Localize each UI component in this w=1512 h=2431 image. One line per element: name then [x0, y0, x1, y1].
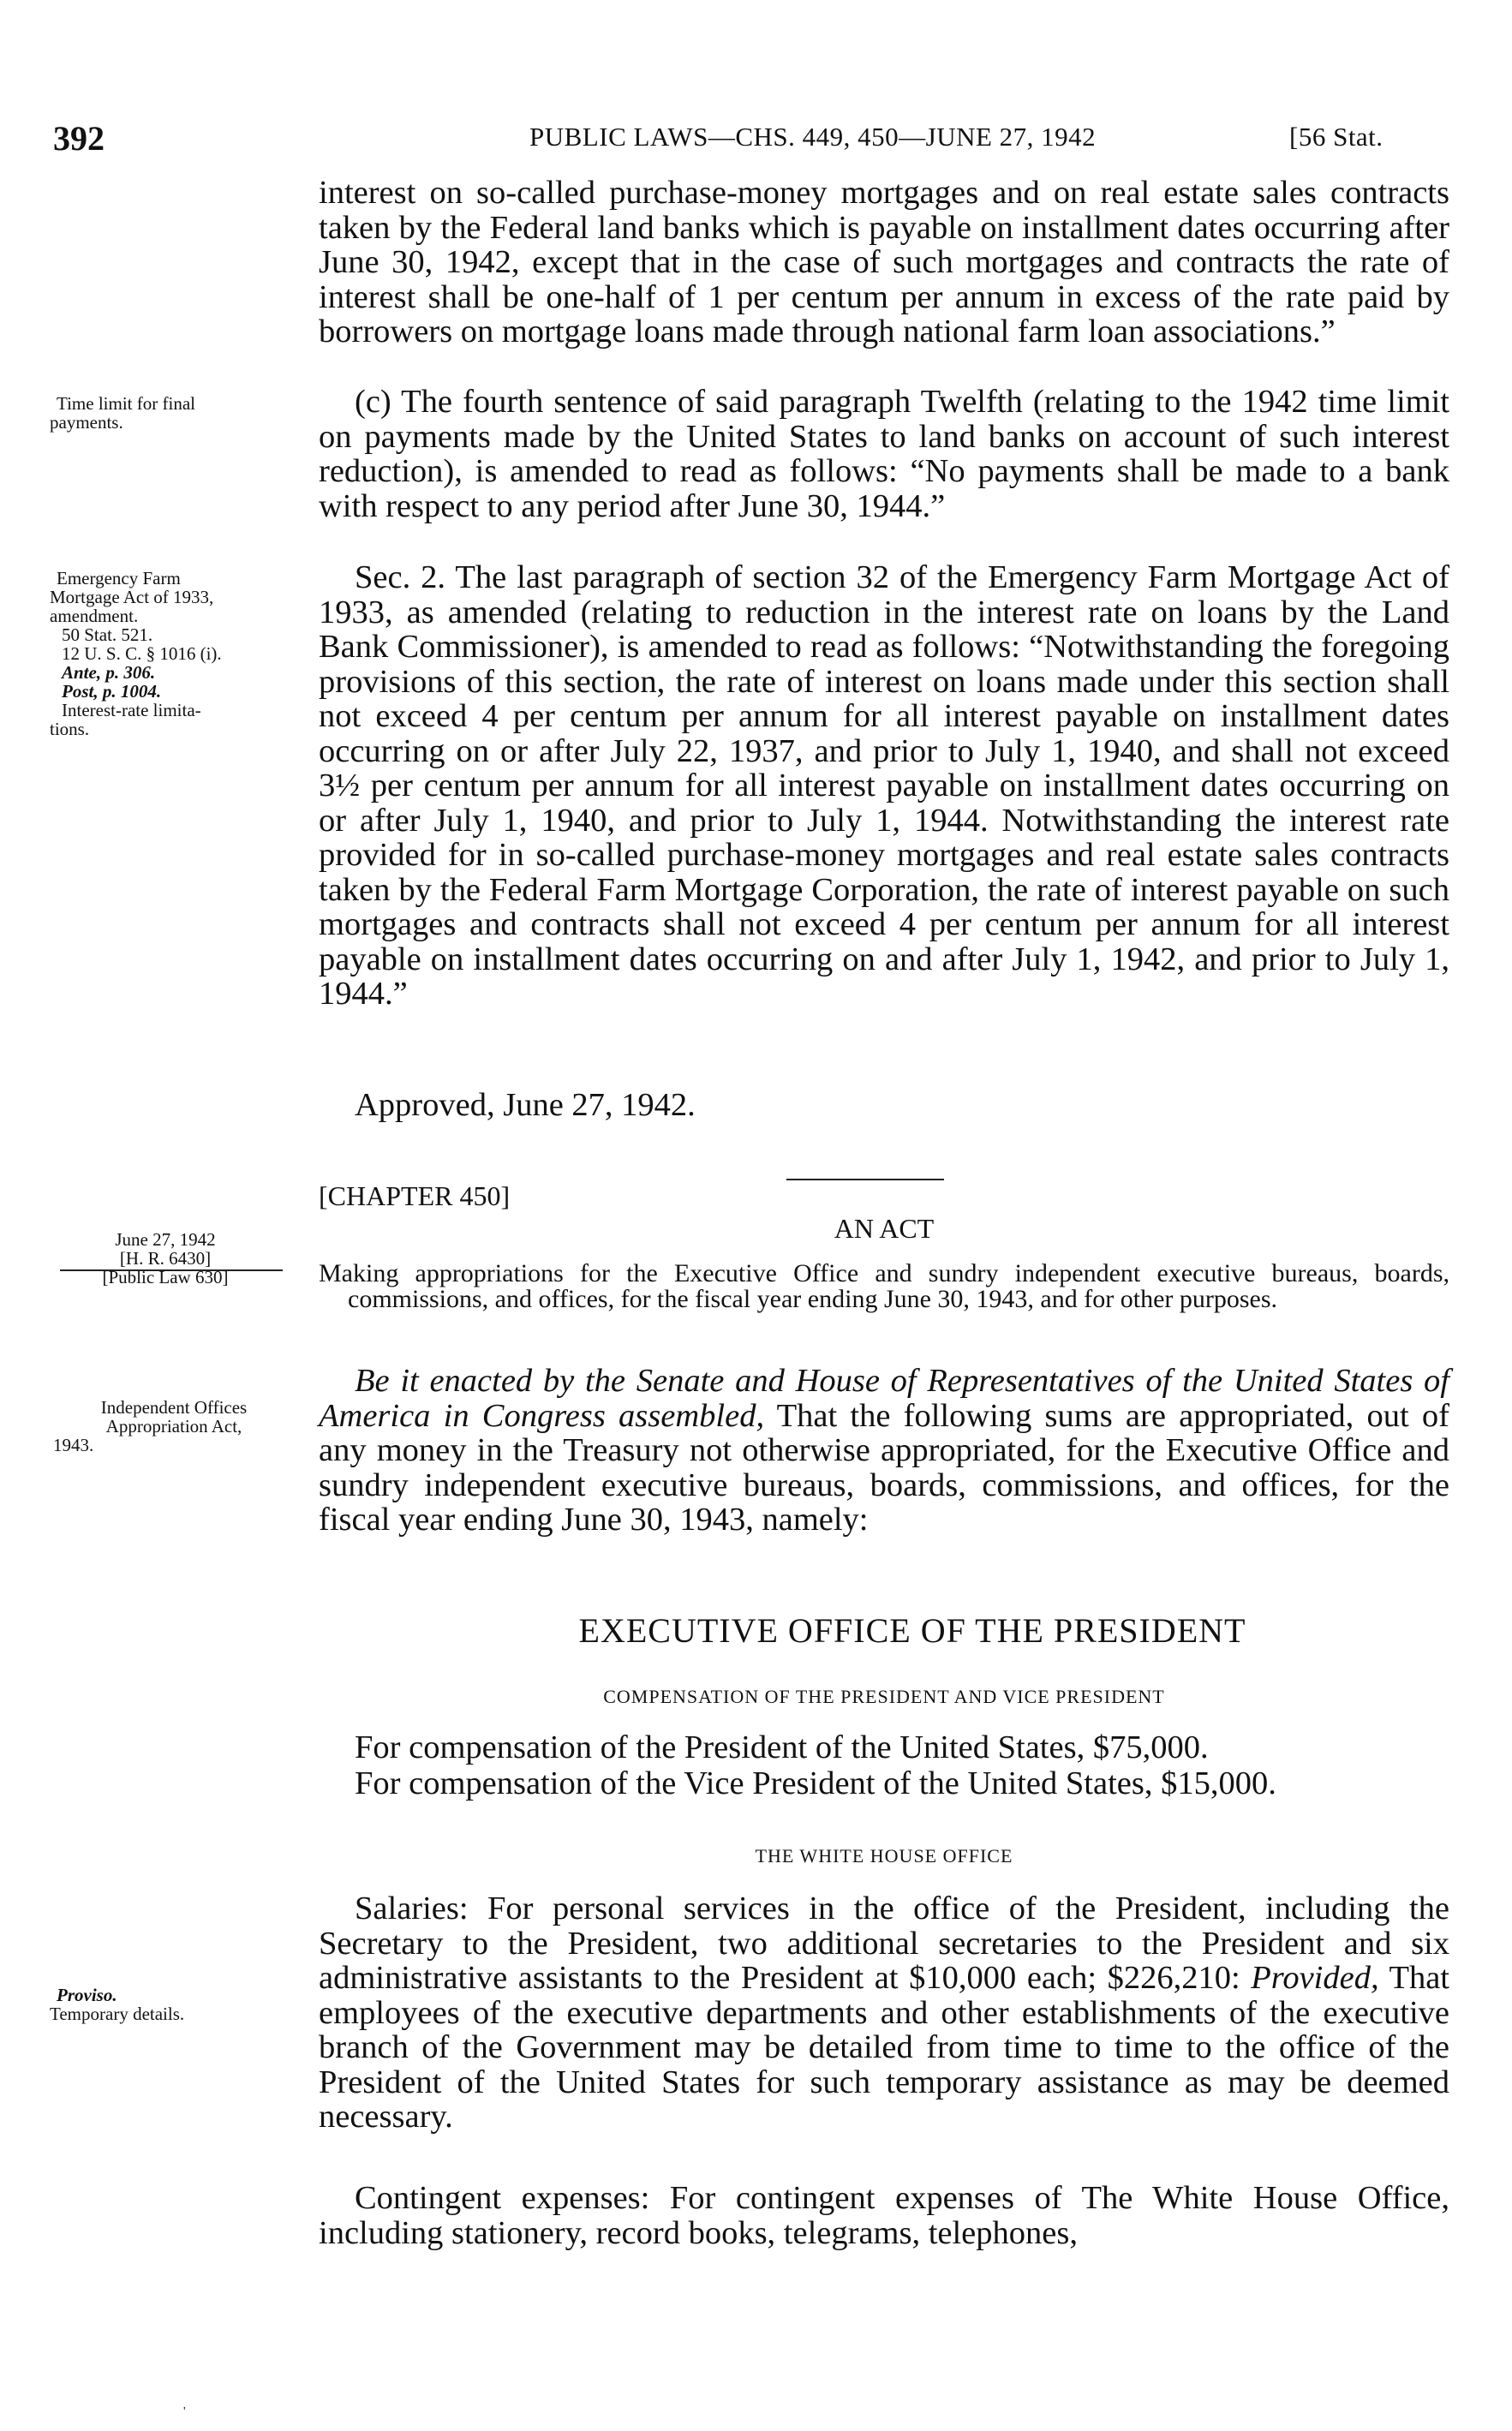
margin-note-time-limit: Time limit for final payments.: [50, 393, 195, 433]
margin-note-emergency-farm: Emergency Farm Mortgage Act of 1933, amendment. 50 Stat. 521. 12 U. S. C. § 1016 (i). Ante, p. 306. Post, p. 1004. Interest-rate limita- tions.: [50, 568, 222, 739]
margin-note-proviso: Proviso. Temporary details.: [50, 1985, 185, 2024]
paragraph-interest-continued: interest on so-called purchase-money mortgages and on real estate sales contracts taken by the Federal land banks which is payable on installment dates occurring after June 30, 1942, except that in the case of such mortgages and contracts the rate of interest shall be one-half of 1 per centum per annum in excess of the rate paid by borrowers on mortgage loans made through national farm loan associations.”: [319, 175, 1449, 349]
paragraph-subsection-c: (c) The fourth sentence of said paragraph Twelfth (relating to the 1942 time limit on payments made by the United States to land banks on account of such interest reduction), is amended to read as follows: “No payments shall be made to a bank with respect to any period after June 30, 1944.”: [319, 384, 1449, 524]
margin-note-appropriation-act: Independent Offices Appropriation Act, 1943.: [53, 1397, 248, 1455]
paragraph-section-2: Sec. 2. The last paragraph of section 32 of the Emergency Farm Mortgage Act of 1933, as amended (relating to reduction in the interest rate on loans by the Land Bank Commissioner), is amended to read as follows: “Notwithstanding the foregoing provisions of this section, the rate of interest on loans made under this section shall not exceed 4 per centum per annum for all interest payable on installment dates occurring on or after July 22, 1937, and prior to July 1, 1940, and shall not exceed 3½ per centum per annum for all interest payable on installment dates occurring on or after July 1, 1940, and prior to July 1, 1944. Notwithstanding the interest rate provided for in so-called purchase-money mortgages and real estate sales contracts taken by the Federal Farm Mortgage Corporation, the rate of interest payable on such mortgages and contracts shall not exceed 4 per centum per annum for all interest payable on installment dates occurring on and after July 1, 1942, and prior to July 1, 1944.”: [319, 559, 1449, 1012]
act-summary: Making appropriations for the Executive Office and sundry independent executive bureaus, boards, commissions, and offices, for the fiscal year ending June 30, 1943, and for other purposes.: [319, 1259, 1449, 1313]
compensation-vice-president: For compensation of the Vice President of the United States, $15,000.: [355, 1765, 1276, 1801]
compensation-heading: COMPENSATION OF THE PRESIDENT AND VICE PRESIDENT: [603, 1686, 1165, 1707]
bill-info-rule: [60, 1269, 283, 1271]
chapter-number: [CHAPTER 450]: [319, 1180, 511, 1211]
volume-citation: [56 Stat.: [1289, 122, 1384, 152]
approved-line: Approved, June 27, 1942.: [355, 1087, 696, 1123]
contingent-expenses-paragraph: Contingent expenses: For contingent expenses of The White House Office, including stationery, record books, telegrams, telephones,: [319, 2180, 1449, 2251]
running-head: PUBLIC LAWS—CHS. 449, 450—JUNE 27, 1942: [529, 122, 1097, 152]
salaries-paragraph: Salaries: For personal services in the office of the President, including the Secretary to the President, two additional secretaries to the President and six administrative assistants to the President at $10,000 each; $226,210: Provided, That employees of the executive departments and other establishments of the executive branch of the Government may be detailed from time to time to the office of the President of the United States for such temporary assistance as may be deemed necessary.: [319, 1890, 1450, 2135]
executive-office-heading: EXECUTIVE OFFICE OF THE PRESIDENT: [578, 1611, 1246, 1650]
stray-mark: ': [183, 2405, 186, 2418]
white-house-heading: THE WHITE HOUSE OFFICE: [755, 1845, 1013, 1867]
margin-note-bill-info: June 27, 1942 [H. R. 6430] [Public Law 630]: [102, 1229, 229, 1287]
compensation-president: For compensation of the President of the United States, $75,000.: [355, 1729, 1209, 1765]
an-act-heading: AN ACT: [834, 1213, 935, 1244]
chapter-separator-rule: [786, 1179, 944, 1180]
enacting-clause: Be it enacted by the Senate and House of Representatives of the United States of America in Congress assembled, That the following sums are appropriated, out of any money in the Treasury not otherwise appropriated, for the Executive Office and sundry independent executive bureaus, boards, commissions, and offices, for the fiscal year ending June 30, 1943, namely:: [319, 1363, 1450, 1538]
page-number: 392: [53, 119, 105, 158]
